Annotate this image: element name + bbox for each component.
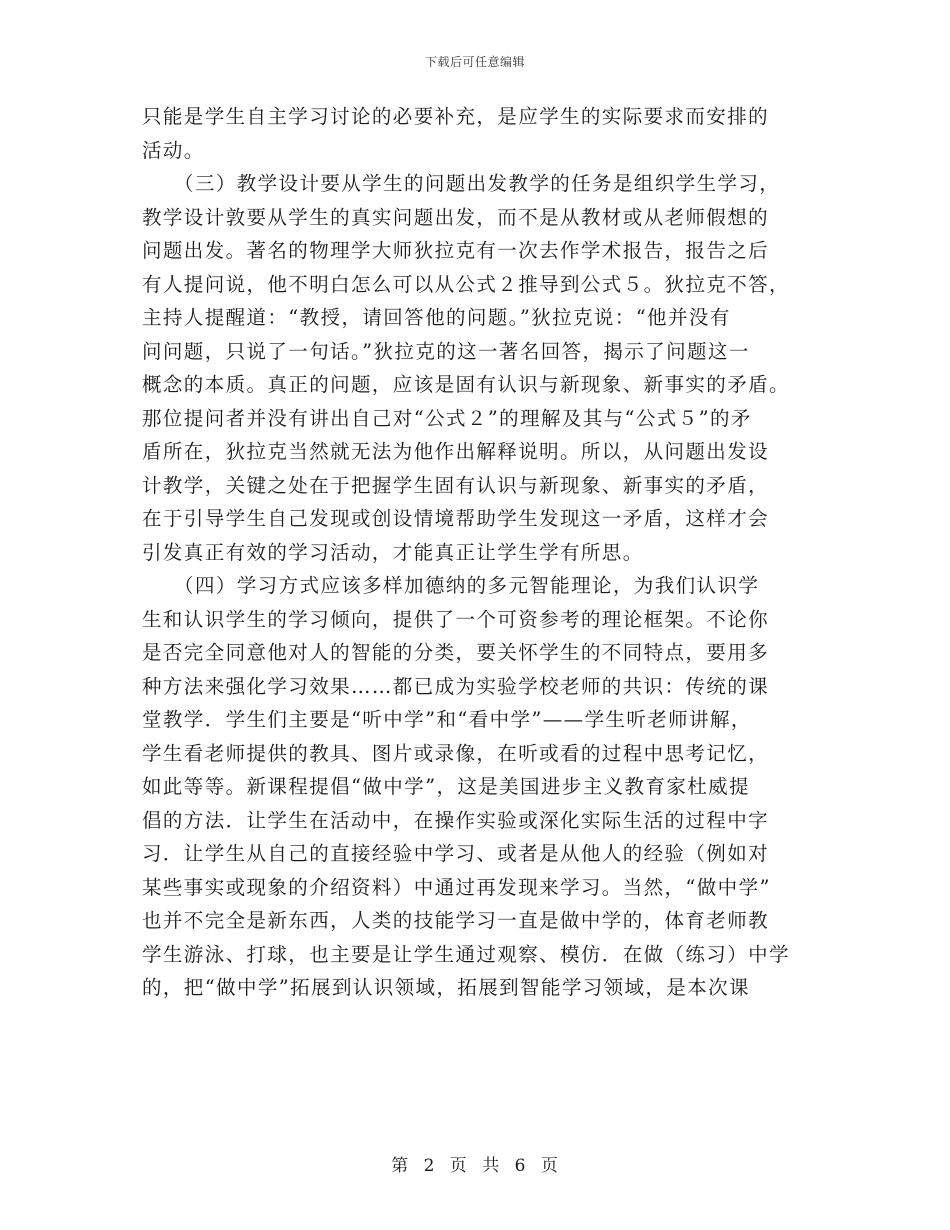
- text-line: 学生游泳、打球，也主要是让学生通过观察、模仿．在做（练习）中学: [142, 942, 790, 966]
- text-line: 生和认识学生的学习倾向，提供了一个可资参考的理论框架。不论你: [142, 607, 770, 631]
- text-line: 在于引导学生自己发现或创设情境帮助学生发现这一矛盾，这样才会: [142, 507, 770, 530]
- text-line: 盾所在，狄拉克当然就无法为他作出解释说明。所以，从问题出发设: [142, 440, 770, 463]
- text-line: 有人提问说，他不明白怎么可以从公式２推导到公式５。狄拉克不答，: [142, 272, 790, 296]
- text-line: 引发真正有效的学习活动，才能真正让学生学有所思。: [142, 540, 644, 564]
- text-line: 教学设计敦要从学生的真实问题出发，而不是从教材或从老师假想的: [142, 205, 770, 229]
- text-line: 概念的本质。真正的问题，应该是固有认识与新现象、新事实的矛盾。: [142, 373, 790, 396]
- text-line: 如此等等。新课程提倡“做中学”，这是美国进步主义教育家杜威提: [142, 775, 750, 798]
- text-line: 种方法来强化学习效果……都已成为实验学校老师的共识：传统的课: [142, 674, 770, 698]
- text-line: 堂教学．学生们主要是“听中学”和“看中学”——学生听老师讲解，: [142, 708, 752, 731]
- text-line: 的，把“做中学”拓展到认识领域，拓展到智能学习领域，是本次课: [142, 976, 750, 999]
- text-line: 活动。: [142, 138, 205, 162]
- text-line: 主持人提醒道：“教授，请回答他的问题。”狄拉克说：“他并没有: [142, 306, 731, 329]
- text-line: 学生看老师提供的教具、图片或录像，在听或看的过程中思考记忆，: [142, 741, 770, 765]
- text-line: 倡的方法．让学生在活动中，在操作实验或深化实际生活的过程中字: [142, 808, 770, 832]
- header-note: 下载后可任意编辑: [424, 55, 525, 69]
- text-line: 计教学，关键之处在于把握学生固有认识与新现象、新事实的矛盾，: [142, 473, 770, 497]
- text-line: （三）教学设计要从学生的问题出发教学的任务是组织学生学习，: [142, 172, 781, 195]
- text-line: 那位提问者并没有讲出自己对“公式２”的理解及其与“公式５”的矛: [142, 406, 752, 430]
- document-body: [142, 100, 808, 1005]
- text-line: 习．让学生从自己的直接经验中学习、或者是从他人的经验（例如对: [142, 842, 770, 865]
- page-number-footer: 第 2 页 共 6 页: [391, 1156, 559, 1176]
- text-line: 问题出发。著名的物理学大师狄拉克有一次去作学术报告，报告之后: [142, 239, 770, 262]
- text-line: 只能是学生自主学习讨论的必要补充，是应学生的实际要求而安排的: [142, 105, 770, 128]
- text-line: （四）学习方式应该多样加德纳的多元智能理论，为我们认识学: [142, 574, 760, 597]
- text-line: 也并不完全是新东西，人类的技能学习一直是做中学的，体育老师教: [142, 909, 770, 932]
- text-line: 是否完全同意他对人的智能的分类，要关怀学生的不同特点，要用多: [142, 641, 770, 664]
- text-line: 某些事实或现象的介绍资料）中通过再发现来学习。当然，“做中学”: [142, 875, 771, 899]
- text-line: 问问题，只说了一句话。”狄拉克的这一著名回答，揭示了问题这一: [142, 339, 750, 363]
